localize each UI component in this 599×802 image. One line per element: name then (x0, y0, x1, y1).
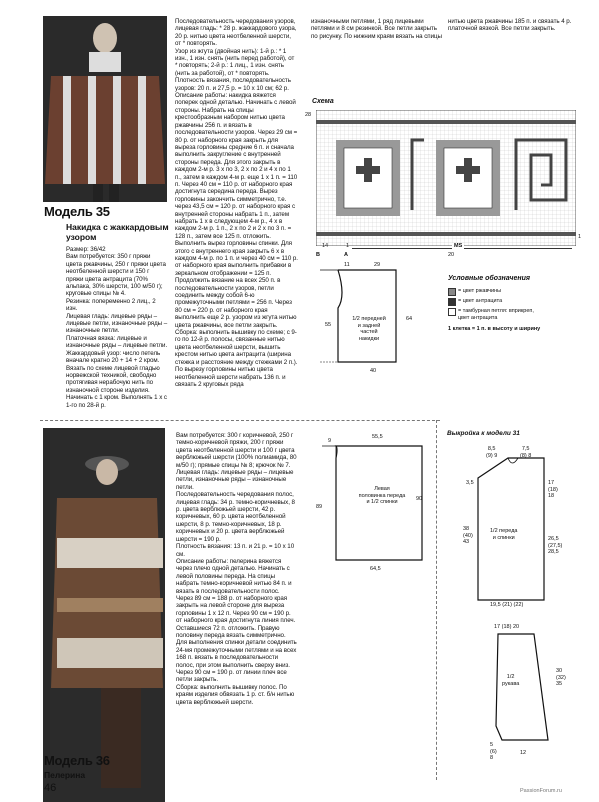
model35-pattern-height: 55 (325, 322, 332, 328)
legend-item-3: 1 клетка = 1 п. в высоту и ширину (448, 326, 541, 332)
model36-pattern-top2: 55,5 (372, 434, 383, 440)
legend-swatch-chain (448, 308, 456, 316)
model36-pattern-left: 89 (316, 504, 323, 510)
scheme-left-1: 1 (346, 243, 350, 249)
model36-photo (43, 428, 165, 802)
right-divider (436, 420, 437, 780)
watermark: PassionForum.ru (520, 788, 562, 794)
model31-sleeve-top: 17 (18) 20 (494, 624, 520, 630)
model31-side3: 26,5 (27,5) 28,5 (548, 536, 563, 555)
model31-title: Выкройка к модели 31 (447, 430, 520, 437)
legend-title: Условные обозначения (448, 275, 531, 282)
scheme-b: B (316, 252, 320, 258)
model31-sleeve-label: 1/2 рукава (502, 674, 520, 687)
model31-body-pattern (468, 450, 578, 610)
page-number: 46 (44, 782, 57, 794)
model36-pattern-top1: 9 (328, 438, 332, 444)
model35-photo (43, 16, 167, 202)
model31-side4: 38 (40) 43 (463, 526, 473, 545)
model35-title: Модель 35 (44, 204, 110, 219)
model31-bottom: 19,5 (21) (22) (490, 602, 524, 608)
scheme-row-top: 28 (305, 112, 312, 118)
legend-item-1: = цвет антрацита (458, 298, 503, 304)
model35-col3: изнаночными петлями, 1 ряд лицевыми петлями и 8 см резинкой. Все петли закрыть по рисунку. По нижним краям вязать на спицы нитью цвета ржавчины 185 п. и связать 4 р. платочной вязкой. Все петли закрыть. (311, 18, 572, 40)
model35-materials: Размер: 36/42 Вам потребуется: 350 г пряжи цвета ржавчины, 250 г пряжи цвета неотбеленной шерсти и 150 г пряжи цвета антрацита (70% альпака, 30% шерсти, 100 м/50 г); круговые спицы № 4. Резинка: попеременно 2 лиц., 2 изн. Лицевая гладь: лицевые ряды – лицевые петли, изнаночные ряды – изнаночные петли. Платочная вязка: лицевые и изнаночные ряды – лицевые петли. Жаккардовый узор: число петель вначале кратно 20 + 14 + 2 кром. Вязать по схеме лицевой гладью норвежской техникой, свободно протягивая нерабочую нить по изнаночной стороне изделия. Начинать с 1 кром. Выполнять 1 х с 1-го по 28-й р. (66, 246, 168, 409)
model31-sleeve-bottom: 12 (520, 750, 527, 756)
model35-photo-figure (43, 16, 167, 202)
model36-pattern-label: Левая половинка переда и 1/2 спинки (358, 486, 406, 505)
section-divider (40, 420, 440, 421)
scheme-label: Схема (312, 98, 334, 105)
model31-body-label: 1/2 переда и спинки (490, 528, 518, 541)
legend-item-0: = цвет ржавчины (458, 288, 502, 294)
model31-top2: 7,5 (8) 8 (520, 446, 532, 459)
scheme-grid (316, 110, 576, 246)
model31-sleeve-bottom-left: 5 (6) 8 (490, 742, 497, 761)
model35-pattern-height2: 64 (406, 316, 413, 322)
model36-title: Модель 36 (44, 753, 110, 768)
scheme-ms-width: 20 (448, 252, 455, 258)
model36-subtitle: Пелерина (44, 770, 86, 780)
scheme-a: A (344, 252, 348, 258)
scheme-row-bottom: 1 (578, 234, 582, 240)
legend-swatch-anthracite (448, 298, 456, 306)
model36-pattern-right: 90 (416, 496, 423, 502)
model35-pattern-top1: 11 (344, 262, 350, 268)
model31-side2: 17 (18) 18 (548, 480, 558, 499)
model35-pattern-label: 1/2 передней и задней частей накидки (352, 316, 386, 342)
model36-col1: Вам потребуется: 300 г коричневой, 250 г темно-коричневой пряжи, 200 г пряжи цвета неотбеленной шерсти и 100 г цвета верблюжьей шерсти (100% полиамида, 80 м/50 г); прямые спицы № 8; крючок № 7. Лицевая гладь: лицевые ряды – лицевые петли, изнаночные ряды – изнаночные петли. Последовательность чередования полос, лицевая гладь: 34 р. темно-коричневых, 8 р. цвета верблюжьей шерсти, 42 р. коричневых, 60 р. цвета неотбеленной шерсти, 8 р. темно-коричневых, 18 р. коричневых и 20 р. цвета верблюжьей шерсти = 190 р. Плотность вязания: 13 п. и 21 р. = 10 х 10 см. Описание работы: пелерина вяжется через плечо одной деталью. Начинать с левой половины переда. На спицы набрать темно-коричневой нитью 84 п. и вязать в последовательности полос. Через 89 см = 188 р. от наборного края закрыть на левой стороне для выреза горловины 1 х 12 п. Через 90 см = 190 р. от наборного края достигнута линия плеч. Оставшиеся 72 п. отложить. Правую половину переда вязать симметрично. Для выполнения спинки детали соединить 24-мя промежуточными петлями и на всех 168 п. вязать в последовательности полос, при этом выполнить сверху вниз. Через 90 см = 190 р. от линии плеч все петли закрыть. Сборка: выполнить вышивку полос. По краям изделия обвязать 1 р. ст. б/н нитью цвета верблюжьей шерсти. (176, 432, 297, 706)
model35-pattern-top2: 29 (374, 262, 381, 268)
model35-col2: Последовательность чередования узоров, лицевая гладь: * 28 р. жаккардового узора, 20 р. нитью цвета неотбеленной шерсти, от * повторять. Узор из жгута (двойная нить): 1-й р.: * 1 изн., 1 изн. снять (нить перед работой), от * повторять; 2-й р.: 1 лиц., 1 изн. снять (нить за работой), от * повторять. Плотность вязания, последовательность узоров: 20 п. и 27,5 р. = 10 х 10 см; 62 р. Описание работы: накидка вяжется поперек одной деталью. Начинать с левой стороны. Набрать на спицы крестообразным набором нитью цвета ржавчины 256 п. и вязать в последовательности узоров. Через 29 см = 80 р. от наборного края закрыть для выреза горловины средние 6 п. и сначала выполнить закругление с внутренней стороны переда. Для этого закрыть в каждом 2-м р. 3 х по 3, 2 х по 2 и 4 х по 1 п., затем в каждом 4-м р. еще 1 х 1 п. = 110 п. Через 40 см = 110 р. от наборного края достигнута середина переда. Вырез горловины закончить симметрично, т.е. через 43,5 см = 120 р. от наборного края с внутренней стороны набрать 1 п., затем набрать 1 х в следующем 4-м р., 4 х в каждом 2-м р. 1 п., 2 х по 2 и 2 х по 3 п. = 128 п., затем все 125 п. отложить. Выполнить вырез горловины спинки. Для этого с внутреннего края закрыть 6 х в каждом 4-м р. по 1 п. и через 40 см = 110 р. от наборного края выполнить прибавки в зеркальном отображении = 125 п. Продолжить вязание на всех 250 п. в последовательности узоров, петли соединить между собой 6-ю промежуточными петлями = 256 п. Через 80 см = 220 р. от наборного края выполнить еще 2 р. узором из жгута нитью цвета ржавчины, все петли закрыть. Сборка: выполнить вышивку по схеме; с 9-го по 12-й р. полосы, связанные нитью цвета неотбеленной шерсти, вышить крестом нитью цвета антрацита (ширина стежка и расстояние между стежками 2 п.). По вырезу горловины нитью цвета неотбеленной шерсти набрать 136 п. и связать 2 круговых ряда (175, 18, 298, 388)
model35-subtitle: Накидка с жаккардовым узором (66, 222, 169, 242)
model31-side1: 3,5 (466, 480, 474, 486)
model31-sleeve-side: 30 (32) 35 (556, 668, 566, 687)
legend-swatch-rust (448, 288, 456, 296)
model36-photo-figure (43, 428, 165, 802)
scheme-left-14: 14 (322, 243, 329, 249)
model31-top1: 8,5 (9) 9 (486, 446, 498, 459)
model36-pattern-width: 64,5 (370, 566, 381, 572)
model31-sleeve-pattern (478, 630, 568, 752)
scheme-ms: MS (454, 243, 463, 249)
legend-item-2: = тамбурная петля: вприкреп, цвет антрацита (458, 308, 534, 321)
model35-pattern-width: 40 (370, 368, 377, 374)
